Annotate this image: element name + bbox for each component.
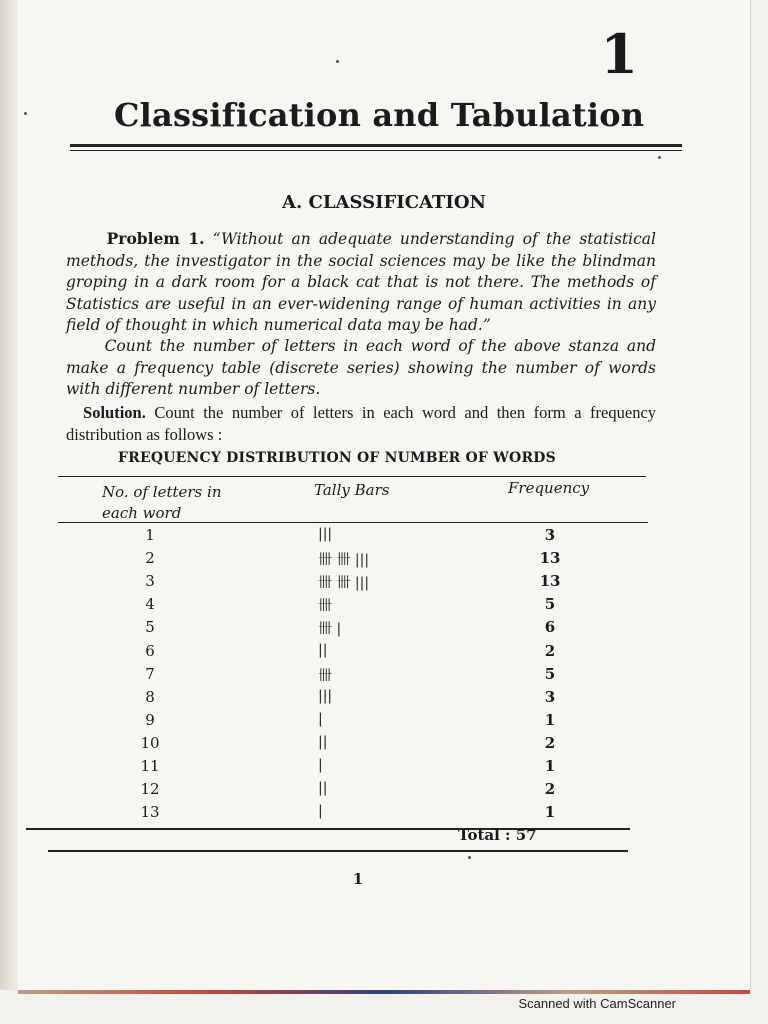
scan-speck: [468, 856, 471, 859]
tally-bars-cell: |||: [318, 526, 333, 542]
tally-bars-cell: 卌 卌 |||: [318, 575, 370, 592]
solution-text: Count the number of letters in each word and then form a frequency distribution as follows :: [66, 403, 657, 444]
section-heading: A. CLASSIFICATION: [282, 192, 486, 213]
tally-bars-cell: |||: [318, 687, 333, 704]
scanned-page: [18, 0, 751, 990]
table-title: FREQUENCY DISTRIBUTION OF NUMBER OF WORDS: [118, 450, 556, 466]
chapter-number: 1: [600, 22, 638, 86]
table-row: [18, 642, 750, 665]
table-top-rule: [58, 476, 646, 477]
table-row: [18, 618, 750, 641]
header-frequency: Frequency: [508, 479, 590, 497]
frequency-cell: 13: [539, 549, 561, 568]
letters-count-cell: 7: [145, 664, 155, 683]
frequency-cell: 2: [544, 733, 556, 752]
tally-bars-cell: ||: [318, 733, 328, 750]
table-bottom-rule: [26, 828, 630, 830]
tally-bars-cell: ||: [318, 641, 328, 658]
frequency-cell: 1: [544, 803, 556, 822]
letters-count-cell: 3: [145, 572, 155, 591]
chapter-title: Classification and Tabulation: [114, 96, 645, 134]
table-row: [18, 572, 750, 595]
problem-instruction: [66, 336, 656, 401]
page-number: 1: [352, 870, 364, 888]
frequency-cell: 6: [544, 618, 556, 637]
frequency-cell: 3: [544, 687, 556, 706]
frequency-cell: 5: [544, 664, 556, 683]
total-rule: [48, 850, 628, 852]
table-row: [18, 549, 750, 572]
table-row: [18, 665, 750, 688]
letters-count-cell: 1: [145, 526, 155, 544]
scanner-watermark: Scanned with CamScanner: [518, 996, 676, 1011]
scan-speck: [24, 112, 27, 115]
table-row: [18, 757, 750, 780]
problem-quote: “Without an adequate understanding of the statistical methods, the investigator in the social sciences may be like the blindman groping in a dark room for a black cat that is not there. The methods of Statistics are useful in an ever-widening range of human activities in any field of thought in which numerical data may be had.”: [66, 230, 656, 334]
header-tally: Tally Bars: [314, 481, 390, 499]
letters-count-cell: 2: [145, 549, 155, 568]
letters-count-cell: 6: [145, 641, 155, 660]
tally-bars-cell: 卌 卌 |||: [318, 552, 370, 569]
letters-count-cell: 13: [140, 803, 160, 822]
problem-label: Problem 1.: [106, 229, 205, 248]
solution-label: Solution.: [83, 403, 146, 422]
table-row: [18, 711, 750, 734]
tally-bars-cell: ||: [318, 780, 328, 797]
letters-count-cell: 12: [140, 780, 160, 799]
instruction-text: Count the number of letters in each word of the above stanza and make a frequency table (discrete series) showing the number of words with different number of letters.: [66, 337, 656, 398]
table-row: [18, 734, 750, 757]
scan-speck: [658, 156, 661, 159]
letters-count-cell: 9: [145, 710, 155, 729]
frequency-cell: 1: [544, 710, 556, 729]
tally-bars-cell: 卌: [318, 667, 332, 684]
frequency-cell: 2: [544, 641, 556, 660]
table-row: [18, 803, 750, 826]
letters-count-cell: 11: [140, 757, 160, 775]
title-rule-thin: [70, 150, 682, 151]
page-edge: [0, 0, 18, 990]
letters-count-cell: 10: [140, 733, 160, 752]
table-row: [18, 526, 750, 549]
letters-count-cell: 5: [145, 618, 155, 637]
table-header-rule: [58, 522, 648, 523]
header-letters: No. of letters in each word: [102, 483, 222, 522]
solution-paragraph: [66, 402, 656, 445]
table-row: [18, 688, 750, 711]
tally-bars-cell: 卌 |: [318, 621, 342, 638]
frequency-cell: 3: [544, 526, 556, 544]
tally-bars-cell: |: [318, 757, 323, 773]
tally-bars-cell: 卌: [318, 598, 332, 615]
frequency-cell: 5: [544, 595, 556, 614]
tally-bars-cell: |: [318, 803, 323, 820]
table-row: [18, 595, 750, 618]
table-row: [18, 780, 750, 803]
letters-count-cell: 8: [145, 687, 155, 706]
scan-bottom-edge: [18, 990, 750, 994]
table-total: Total : 57: [458, 826, 537, 844]
frequency-cell: 13: [539, 572, 561, 591]
scan-speck: [336, 60, 339, 63]
frequency-cell: 2: [544, 780, 556, 799]
letters-count-cell: 4: [145, 595, 155, 614]
problem-paragraph: [66, 228, 656, 337]
title-rule-thick: [70, 144, 682, 147]
frequency-cell: 1: [544, 757, 556, 775]
tally-bars-cell: |: [318, 710, 323, 727]
